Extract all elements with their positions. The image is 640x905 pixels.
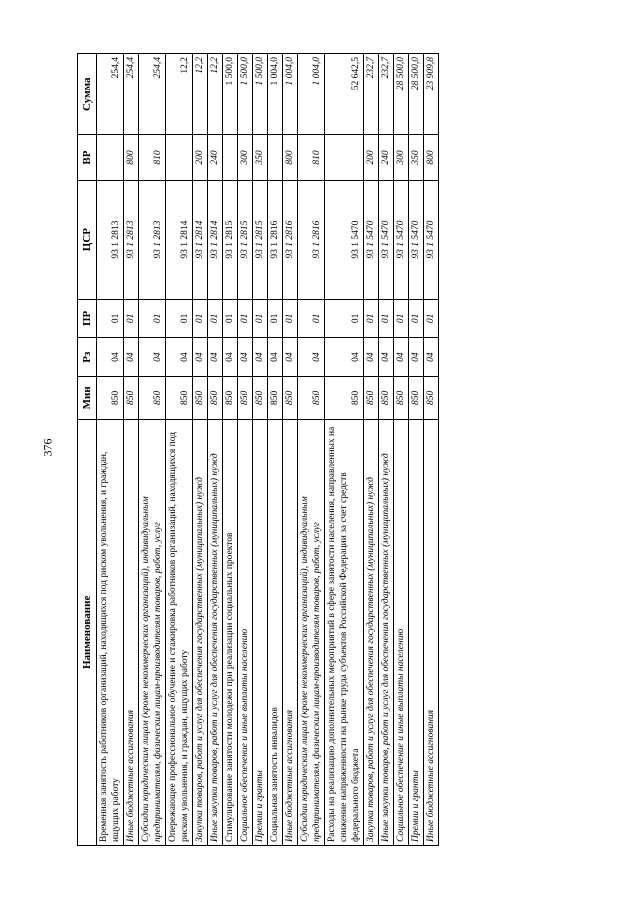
- cell-rz: 04: [394, 338, 409, 377]
- cell-min: 850: [409, 377, 424, 420]
- cell-rz: 04: [283, 338, 298, 377]
- cell-min: 850: [97, 377, 124, 420]
- table-row: [409, 54, 424, 846]
- rotated-table-container: [77, 53, 569, 846]
- cell-min: 850: [124, 377, 139, 420]
- cell-sum: 23 909,8: [424, 54, 439, 135]
- cell-rz: 04: [325, 338, 364, 377]
- cell-sum: 12,2: [193, 54, 208, 135]
- cell-csr: 93 1 2813: [97, 180, 124, 299]
- cell-rz: 04: [97, 338, 124, 377]
- cell-sum: 254,4: [139, 54, 166, 135]
- cell-csr: 93 1 2816: [298, 180, 325, 299]
- cell-pr: 01: [298, 299, 325, 338]
- cell-csr: 93 1 2813: [124, 180, 139, 299]
- cell-sum: 232,7: [364, 54, 379, 135]
- cell-vr: 300: [238, 135, 253, 180]
- cell-sum: 28 500,0: [394, 54, 409, 135]
- cell-vr: 350: [409, 135, 424, 180]
- cell-csr: 93 1 5470: [394, 180, 409, 299]
- cell-csr: 93 1 2816: [283, 180, 298, 299]
- cell-csr: 93 1 2813: [139, 180, 166, 299]
- cell-name: Иные бюджетные ассигнования: [283, 419, 298, 845]
- cell-min: 850: [253, 377, 268, 420]
- cell-vr: [325, 135, 364, 180]
- cell-sum: 1 004,0: [298, 54, 325, 135]
- cell-name: Опережающее профессиональное обучение и стажировка работников организаций, находящихся под риском увольнения, и граждан, ищущих работу: [166, 419, 193, 845]
- cell-name: Премии и гранты: [409, 419, 424, 845]
- cell-min: 850: [394, 377, 409, 420]
- cell-rz: 04: [409, 338, 424, 377]
- cell-name: Иные бюджетные ассигнования: [424, 419, 439, 845]
- cell-pr: 01: [424, 299, 439, 338]
- table-row: [325, 54, 364, 846]
- cell-sum: 52 642,5: [325, 54, 364, 135]
- table-row: [394, 54, 409, 846]
- cell-pr: 01: [193, 299, 208, 338]
- cell-sum: 254,4: [124, 54, 139, 135]
- cell-sum: 1 500,0: [223, 54, 238, 135]
- cell-min: 850: [298, 377, 325, 420]
- cell-name: Иные закупки товаров, работ и услуг для обеспечения государственных (муниципальных) нужд: [379, 419, 394, 845]
- cell-csr: 93 1 2815: [223, 180, 238, 299]
- table-body: [97, 54, 439, 846]
- cell-name: Премии и гранты: [253, 419, 268, 845]
- cell-min: 850: [364, 377, 379, 420]
- cell-name: Временная занятость работников организаций, находящихся под риском увольнения, и граждан, ищущих работу: [97, 419, 124, 845]
- table-row: [238, 54, 253, 846]
- cell-csr: 93 1 5470: [379, 180, 394, 299]
- table-row: [298, 54, 325, 846]
- cell-csr: 93 1 2814: [166, 180, 193, 299]
- table-row: [364, 54, 379, 846]
- cell-name: Социальная занятость инвалидов: [268, 419, 283, 845]
- cell-sum: 232,7: [379, 54, 394, 135]
- page-number: 376: [40, 438, 55, 457]
- header-min: Мин: [78, 377, 97, 420]
- cell-rz: 04: [193, 338, 208, 377]
- cell-rz: 04: [238, 338, 253, 377]
- cell-sum: 28 500,0: [409, 54, 424, 135]
- table-row: [253, 54, 268, 846]
- cell-name: Социальное обеспечение и иные выплаты населению: [394, 419, 409, 845]
- header-rz: Рз: [78, 338, 97, 377]
- cell-rz: 04: [364, 338, 379, 377]
- cell-rz: 04: [253, 338, 268, 377]
- table-row: [223, 54, 238, 846]
- table-row: [193, 54, 208, 846]
- cell-rz: 04: [166, 338, 193, 377]
- cell-name: Иные закупки товаров, работ и услуг для обеспечения государственных (муниципальных) нужд: [208, 419, 223, 845]
- cell-rz: 04: [268, 338, 283, 377]
- cell-pr: 01: [139, 299, 166, 338]
- cell-min: 850: [238, 377, 253, 420]
- cell-name: Закупка товаров, работ и услуг для обеспечения государственных (муниципальных) нужд: [193, 419, 208, 845]
- cell-vr: 240: [379, 135, 394, 180]
- cell-name: Социальное обеспечение и иные выплаты населению: [238, 419, 253, 845]
- cell-csr: 93 1 5470: [325, 180, 364, 299]
- cell-min: 850: [166, 377, 193, 420]
- cell-name: Субсидии юридическим лицам (кроме некоммерческих организаций), индивидуальным предпринимателям, физическим лицам-производителям товаров, работ, услуг: [139, 419, 166, 845]
- cell-pr: 01: [364, 299, 379, 338]
- cell-pr: 01: [394, 299, 409, 338]
- cell-vr: 810: [139, 135, 166, 180]
- cell-pr: 01: [268, 299, 283, 338]
- cell-pr: 01: [166, 299, 193, 338]
- table-row: [124, 54, 139, 846]
- cell-min: 850: [283, 377, 298, 420]
- header-sum: Сумма: [78, 54, 97, 135]
- cell-vr: [268, 135, 283, 180]
- cell-vr: 800: [283, 135, 298, 180]
- table-row: [268, 54, 283, 846]
- cell-vr: 200: [364, 135, 379, 180]
- cell-pr: 01: [325, 299, 364, 338]
- cell-rz: 04: [379, 338, 394, 377]
- cell-sum: 12,2: [166, 54, 193, 135]
- cell-name: Субсидии юридическим лицам (кроме некоммерческих организаций), индивидуальным предпринимателям, физическим лицам-производителям товаров, работ, услуг: [298, 419, 325, 845]
- cell-sum: 1 004,0: [283, 54, 298, 135]
- cell-min: 850: [424, 377, 439, 420]
- cell-rz: 04: [139, 338, 166, 377]
- cell-min: 850: [139, 377, 166, 420]
- cell-rz: 04: [223, 338, 238, 377]
- cell-rz: 04: [124, 338, 139, 377]
- cell-min: 850: [268, 377, 283, 420]
- cell-pr: 01: [238, 299, 253, 338]
- cell-rz: 04: [298, 338, 325, 377]
- cell-rz: 04: [208, 338, 223, 377]
- cell-min: 850: [325, 377, 364, 420]
- header-pr: ПР: [78, 299, 97, 338]
- header-name: Наименование: [78, 419, 97, 845]
- cell-name: Стимулирование занятости молодежи при реализации социальных проектов: [223, 419, 238, 845]
- cell-vr: 800: [124, 135, 139, 180]
- cell-vr: 200: [193, 135, 208, 180]
- cell-sum: 12,2: [208, 54, 223, 135]
- cell-min: 850: [379, 377, 394, 420]
- cell-vr: 800: [424, 135, 439, 180]
- cell-csr: 93 1 5470: [364, 180, 379, 299]
- cell-vr: [166, 135, 193, 180]
- cell-pr: 01: [223, 299, 238, 338]
- table-row: [283, 54, 298, 846]
- cell-name: Закупка товаров, работ и услуг для обеспечения государственных (муниципальных) нужд: [364, 419, 379, 845]
- cell-sum: 254,4: [97, 54, 124, 135]
- cell-vr: 810: [298, 135, 325, 180]
- cell-name: Расходы на реализацию дополнительных мероприятий в сфере занятости населения, направленных на снижение напряженности на рынке труда субъектов Российской Федерации за счет средств федерального бюджета: [325, 419, 364, 845]
- cell-pr: 01: [124, 299, 139, 338]
- cell-vr: [223, 135, 238, 180]
- cell-sum: 1 500,0: [253, 54, 268, 135]
- cell-csr: 93 1 2814: [208, 180, 223, 299]
- table-row: [424, 54, 439, 846]
- cell-sum: 1 004,0: [268, 54, 283, 135]
- cell-sum: 1 500,0: [238, 54, 253, 135]
- cell-vr: 350: [253, 135, 268, 180]
- cell-vr: [97, 135, 124, 180]
- cell-pr: 01: [409, 299, 424, 338]
- table-row: [208, 54, 223, 846]
- table-header-row: [78, 54, 97, 846]
- cell-vr: 240: [208, 135, 223, 180]
- cell-min: 850: [223, 377, 238, 420]
- table-row: [379, 54, 394, 846]
- cell-pr: 01: [283, 299, 298, 338]
- cell-min: 850: [193, 377, 208, 420]
- table-row: [139, 54, 166, 846]
- table-row: [97, 54, 124, 846]
- cell-csr: 93 1 2815: [253, 180, 268, 299]
- cell-min: 850: [208, 377, 223, 420]
- cell-pr: 01: [208, 299, 223, 338]
- cell-name: Иные бюджетные ассигнования: [124, 419, 139, 845]
- cell-csr: 93 1 5470: [424, 180, 439, 299]
- cell-vr: 300: [394, 135, 409, 180]
- header-csr: ЦСР: [78, 180, 97, 299]
- budget-table: [77, 53, 439, 846]
- cell-rz: 04: [424, 338, 439, 377]
- cell-csr: 93 1 2816: [268, 180, 283, 299]
- cell-csr: 93 1 2814: [193, 180, 208, 299]
- table-row: [166, 54, 193, 846]
- cell-csr: 93 1 5470: [409, 180, 424, 299]
- header-vr: ВР: [78, 135, 97, 180]
- cell-pr: 01: [379, 299, 394, 338]
- cell-pr: 01: [97, 299, 124, 338]
- cell-csr: 93 1 2815: [238, 180, 253, 299]
- cell-pr: 01: [253, 299, 268, 338]
